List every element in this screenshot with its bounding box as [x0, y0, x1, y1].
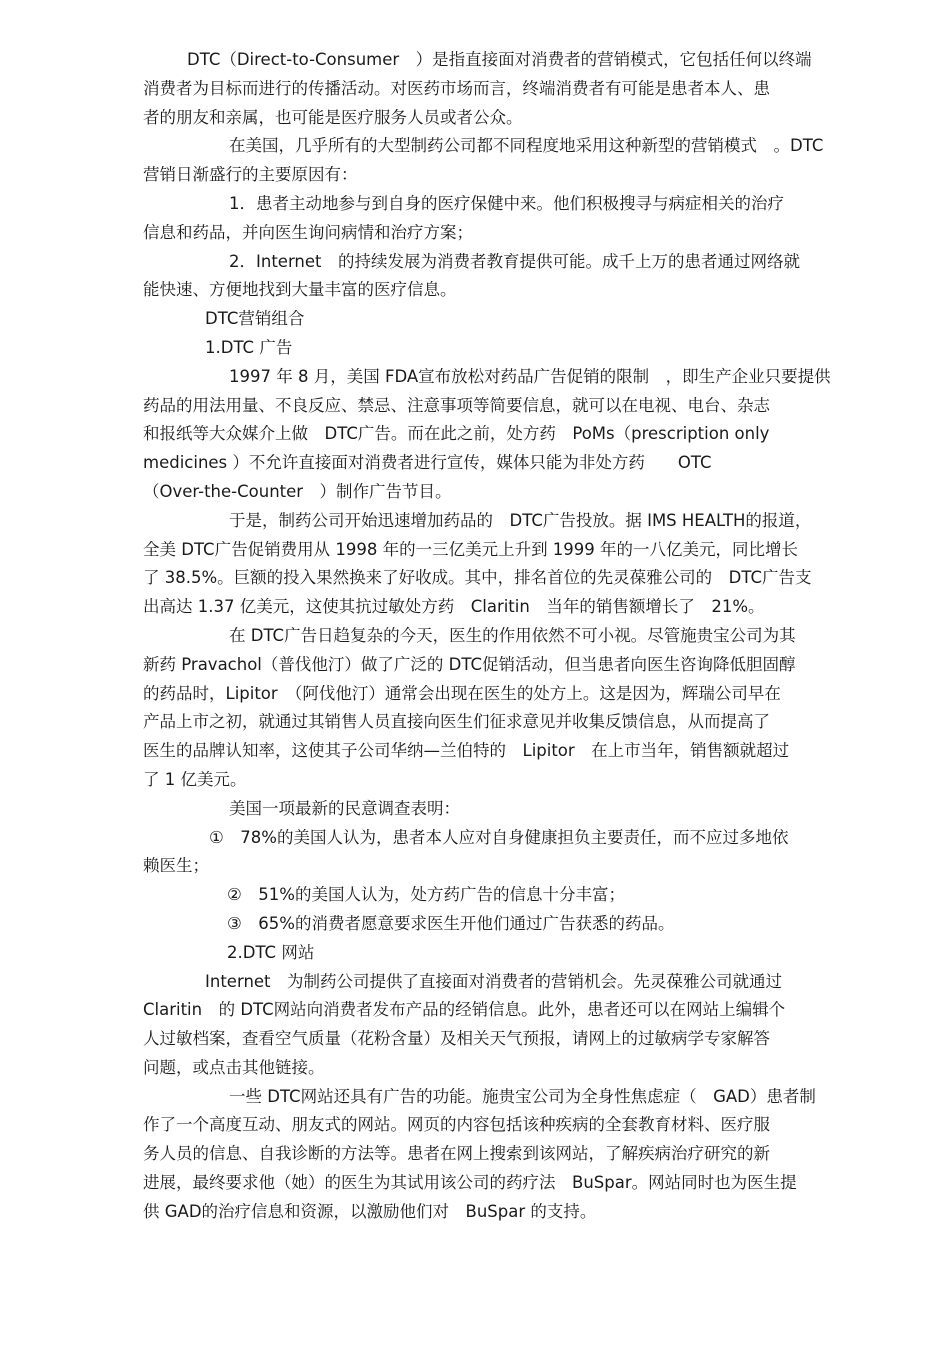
text-line: 新药 Pravachol（普伐他汀）做了广泛的 DTC促销活动，但当患者向医生咨询降低胆固醇 — [143, 654, 796, 674]
text-line: 作了一个高度互动、朋友式的网站。网页的内容包括该种疾病的全套教育材料、医疗服 — [143, 1115, 770, 1135]
text-line: 信息和药品，并向医生询问病情和治疗方案； — [143, 222, 473, 242]
text-line: 了 1 亿美元。 — [143, 769, 247, 789]
text-line: 营销日渐盛行的主要原因有： — [143, 165, 358, 185]
text-line: 者的朋友和亲属，也可能是医疗服务人员或者公众。 — [143, 107, 523, 127]
text-line: 能快速、方便地找到大量丰富的医疗信息。 — [143, 280, 457, 300]
text-line: 医生的品牌认知率，这使其子公司华纳—兰伯特的 Lipitor 在上市当年，销售额就超过 — [143, 741, 790, 761]
text-line: 一些 DTC网站还具有广告的功能。施贵宝公司为全身性焦虑症（ GAD）患者制 — [229, 1086, 816, 1106]
text-line: 2．Internet 的持续发展为消费者教育提供可能。成千上万的患者通过网络就 — [229, 251, 801, 271]
text-line: 药品的用法用量、不良反应、禁忌、注意事项等简要信息，就可以在电视、电台、杂志 — [143, 395, 770, 415]
text-line: （Over-the-Counter ）制作广告节目。 — [143, 481, 452, 501]
text-line: medicines ）不允许直接面对消费者进行宣传，媒体只能为非处方药 OTC — [143, 453, 712, 473]
text-line: ② 51%的美国人认为，处方药广告的信息十分丰富； — [227, 885, 625, 905]
text-line: 和报纸等大众媒介上做 DTC广告。而在此之前，处方药 PoMs（prescription only — [143, 424, 770, 444]
text-line: 1.DTC 广告 — [205, 337, 293, 357]
text-line: 人过敏档案，查看空气质量（花粉含量）及相关天气预报，请网上的过敏病学专家解答 — [143, 1029, 770, 1049]
text-line: ③ 65%的消费者愿意要求医生开他们通过广告获悉的药品。 — [227, 913, 675, 933]
text-line: 于是，制药公司开始迅速增加药品的 DTC广告投放。据 IMS HEALTH的报道， — [229, 510, 812, 530]
text-line: 全美 DTC广告促销费用从 1998 年的一三亿美元上升到 1999 年的一八亿美元，同比增长 — [143, 539, 799, 559]
text-line: 美国一项最新的民意调查表明： — [229, 798, 460, 818]
text-line: DTC（Direct-to-Consumer ）是指直接面对消费者的营销模式，它包括任何以终端 — [187, 50, 812, 69]
text-line: 进展，最终要求他（她）的医生为其试用该公司的药疗法 BuSpar。网站同时也为医生提 — [143, 1173, 797, 1193]
text-line: 1．患者主动地参与到自身的医疗保健中来。他们积极搜寻与病症相关的治疗 — [229, 193, 784, 213]
text-line: 务人员的信息、自我诊断的方法等。患者在网上搜索到该网站，了解疾病治疗研究的新 — [143, 1144, 770, 1164]
text-line: Internet 为制药公司提供了直接面对消费者的营销机会。先灵葆雅公司就通过 — [205, 971, 783, 991]
text-line: ① 78%的美国人认为，患者本人应对自身健康担负主要责任，而不应过多地依 — [209, 827, 789, 847]
text-line: 1997 年 8 月，美国 FDA宣布放松对药品广告促销的限制 ，即生产企业只要提供 — [229, 366, 831, 386]
text-line: 问题，或点击其他链接。 — [143, 1057, 325, 1077]
text-line: 供 GAD的治疗信息和资源，以激励他们对 BuSpar 的支持。 — [143, 1201, 597, 1221]
text-line: 2.DTC 网站 — [227, 942, 315, 962]
text-line: 赖医生； — [143, 856, 209, 876]
document-body — [143, 46, 873, 1227]
text-line: 了 38.5%。巨额的投入果然换来了好收成。其中，排名首位的先灵葆雅公司的 DTC广告支 — [143, 568, 812, 588]
text-line: Claritin 的 DTC网站向消费者发布产品的经销信息。此外，患者还可以在网站上编辑个 — [143, 1000, 786, 1020]
text-line: 出高达 1.37 亿美元，这使其抗过敏处方药 Claritin 当年的销售额增长了 21%。 — [143, 597, 765, 617]
text-line: DTC营销组合 — [205, 309, 305, 329]
text-line: 在 DTC广告日趋复杂的今天，医生的作用依然不可小视。尽管施贵宝公司为其 — [229, 625, 796, 645]
text-line: 消费者为目标而进行的传播活动。对医药市场而言，终端消费者有可能是患者本人、患 — [143, 78, 770, 98]
text-line: 的药品时，Lipitor （阿伐他汀）通常会出现在医生的处方上。这是因为，辉瑞公司早在 — [143, 683, 781, 703]
text-line: 产品上市之初，就通过其销售人员直接向医生们征求意见并收集反馈信息，从而提高了 — [143, 712, 770, 732]
text-line: 在美国，几乎所有的大型制药公司都不同程度地采用这种新型的营销模式 。DTC — [229, 136, 824, 156]
